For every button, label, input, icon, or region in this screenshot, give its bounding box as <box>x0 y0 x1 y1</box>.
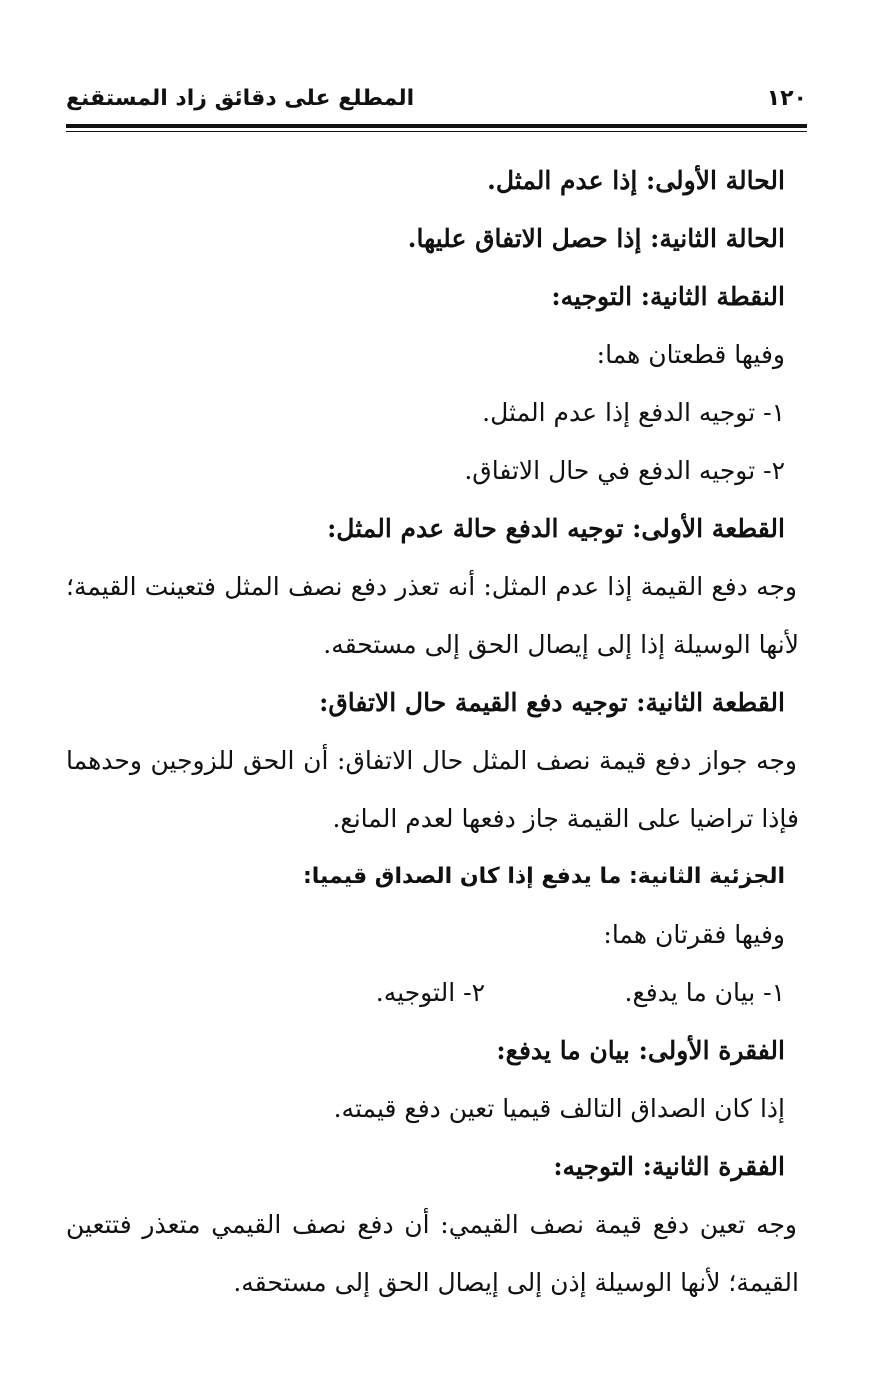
paragraph-line: وجه جواز دفع قيمة نصف المثل حال الاتفاق: أن الحق للزوجين وحدهما <box>66 746 797 775</box>
paragraph-line: وجه دفع القيمة إذا عدم المثل: أنه تعذر دفع نصف المثل فتعينت القيمة؛ <box>66 572 797 601</box>
paragraph-line: فإذا تراضيا على القيمة جاز دفعها لعدم المانع. <box>332 804 799 833</box>
paragraph-line: القيمة؛ لأنها الوسيلة إذن إلى إيصال الحق إلى مستحقه. <box>233 1268 799 1297</box>
body-text <box>66 152 799 1312</box>
list-item: ١- توجيه الدفع إذا عدم المثل. <box>482 398 785 427</box>
paragraph-line: وجه تعين دفع قيمة نصف القيمي: أن دفع نصف القيمي متعذر فتتعين <box>66 1210 797 1239</box>
point-two-heading: النقطة الثانية: التوجيه: <box>551 282 785 311</box>
case-two-heading: الحالة الثانية: إذا حصل الاتفاق عليها. <box>407 224 785 253</box>
list-item: ٢- توجيه الدفع في حال الاتفاق. <box>464 456 785 485</box>
book-title: المطلع على دقائق زاد المستقنع <box>66 86 415 111</box>
paragraph-line: إذا كان الصداق التالف قيميا تعين دفع قيمته. <box>333 1094 785 1123</box>
paragraph-line: لأنها الوسيلة إذا إلى إيصال الحق إلى مستحقه. <box>323 630 799 659</box>
subpart-two-heading: الجزئية الثانية: ما يدفع إذا كان الصداق قيميا: <box>302 864 785 889</box>
header-rule-thick <box>66 124 807 128</box>
section-one-heading: القطعة الأولى: توجيه الدفع حالة عدم المثل: <box>327 514 785 543</box>
header-rule-thin <box>66 131 807 132</box>
running-header <box>66 86 807 122</box>
paragraph-line: وفيها فقرتان هما: <box>603 920 785 949</box>
paragraph-one-heading: الفقرة الأولى: بيان ما يدفع: <box>496 1036 785 1065</box>
paragraph-two-heading: الفقرة الثانية: التوجيه: <box>553 1152 785 1181</box>
list-item: ١- بيان ما يدفع. <box>624 978 785 1007</box>
two-column-list <box>66 964 785 1022</box>
page-number: ١٢٠ <box>766 86 807 111</box>
section-two-heading: القطعة الثانية: توجيه دفع القيمة حال الاتفاق: <box>319 688 785 717</box>
case-one-heading: الحالة الأولى: إذا عدم المثل. <box>487 166 785 195</box>
paragraph-line: وفيها قطعتان هما: <box>596 340 785 369</box>
list-item: ٢- التوجيه. <box>375 978 485 1007</box>
